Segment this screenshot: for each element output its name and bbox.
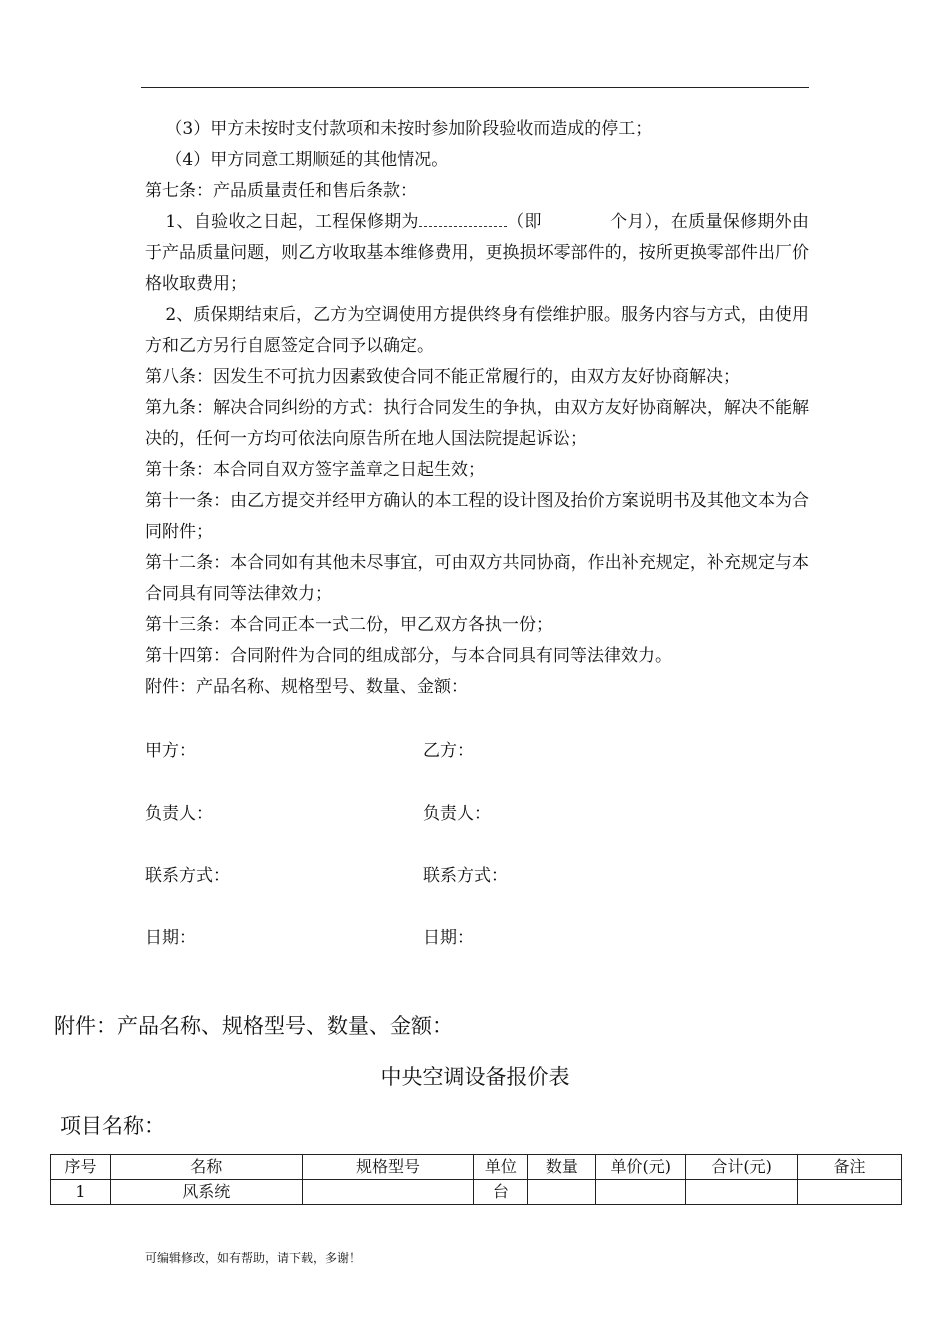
article-13: 第十三条：本合同正本一式二份，甲乙双方各执一份； <box>145 615 553 635</box>
header-rule <box>141 87 809 88</box>
footer-note: 可编辑修改，如有帮助，请下载，多谢！ <box>145 1251 362 1265</box>
cell-total <box>686 1180 798 1205</box>
article-7-item-1 <box>145 207 809 300</box>
clause-4: （4）甲方同意工期顺延的其他情况。 <box>165 150 449 170</box>
col-header-name: 名称 <box>110 1155 302 1180</box>
annex-heading: 附件：产品名称、规格型号、数量、金额： <box>54 1014 453 1038</box>
article-14: 第十四第：合同附件为合同的组成部分，与本合同具有同等法律效力。 <box>145 646 672 666</box>
article-7-title: 第七条：产品质量责任和售后条款： <box>145 181 417 201</box>
quote-table-title: 中央空调设备报价表 <box>380 1065 570 1089</box>
date-a-label: 日期： <box>145 928 196 948</box>
contact-b-label: 联系方式： <box>423 866 508 886</box>
signature-party-row <box>145 739 809 763</box>
person-b-label: 负责人： <box>423 804 491 824</box>
signature-date-row <box>145 926 809 950</box>
attachment-line: 附件：产品名称、规格型号、数量、金额： <box>145 677 468 697</box>
article-9: 第九条：解决合同纠纷的方式：执行合同发生的争执，由双方友好协商解决，解决不能解决的，任何一方均可依法向原告所在地人国法院提起诉讼； <box>145 398 809 449</box>
party-b-label: 乙方： <box>423 741 474 761</box>
project-name-label: 项目名称： <box>60 1114 165 1138</box>
col-header-unit-price: 单价(元) <box>596 1155 686 1180</box>
article-7-item-2: 2、质保期结束后，乙方为空调使用方提供终身有偿维护服。服务内容与方式，由使用方和乙方另行自愿签定合同予以确定。 <box>145 305 809 356</box>
cell-unit-price <box>596 1180 686 1205</box>
article-7-item-1-b: （即 <box>506 212 542 232</box>
col-header-total: 合计(元) <box>686 1155 798 1180</box>
cell-remark <box>798 1180 902 1205</box>
article-11: 第十一条：由乙方提交并经甲方确认的本工程的设计图及抬价方案说明书及其他文本为合同附件； <box>145 491 809 542</box>
article-10: 第十条：本合同自双方签字盖章之日起生效； <box>145 460 485 480</box>
contact-a-label: 联系方式： <box>145 866 230 886</box>
col-header-remark: 备注 <box>798 1155 902 1180</box>
cell-model <box>302 1180 474 1205</box>
col-header-index: 序号 <box>51 1155 111 1180</box>
table-header-row <box>51 1155 902 1180</box>
col-header-unit: 单位 <box>474 1155 528 1180</box>
article-7-item-1-c: 个月），在质量保修期外由于产品质量问题，则乙方收取基本维修费用，更换损坏零部件的，按所更换零部件出厂价格收取费用； <box>145 212 810 294</box>
col-header-quantity: 数量 <box>528 1155 596 1180</box>
article-12: 第十二条：本合同如有其他未尽事宜，可由双方共同协商，作出补充规定，补充规定与本合同具有同等法律效力； <box>145 553 809 604</box>
signature-contact-row <box>145 864 809 888</box>
warranty-period-blank <box>419 210 507 227</box>
clause-3: （3）甲方未按时支付款项和未按时参加阶段验收而造成的停工； <box>165 119 653 139</box>
date-b-label: 日期： <box>423 928 474 948</box>
cell-quantity <box>528 1180 596 1205</box>
col-header-model: 规格型号 <box>302 1155 474 1180</box>
party-a-label: 甲方： <box>145 741 196 761</box>
cell-unit: 台 <box>474 1180 528 1205</box>
cell-index: 1 <box>51 1180 111 1205</box>
article-8: 第八条：因发生不可抗力因素致使合同不能正常履行的，由双方友好协商解决； <box>145 367 740 387</box>
signature-person-row <box>145 802 809 826</box>
table-row <box>51 1180 902 1205</box>
person-a-label: 负责人： <box>145 804 213 824</box>
article-7-item-1-a: 1、自验收之日起，工程保修期为 <box>165 212 419 232</box>
cell-name: 风系统 <box>110 1180 302 1205</box>
quote-table <box>50 1154 902 1205</box>
contract-body <box>145 114 809 703</box>
